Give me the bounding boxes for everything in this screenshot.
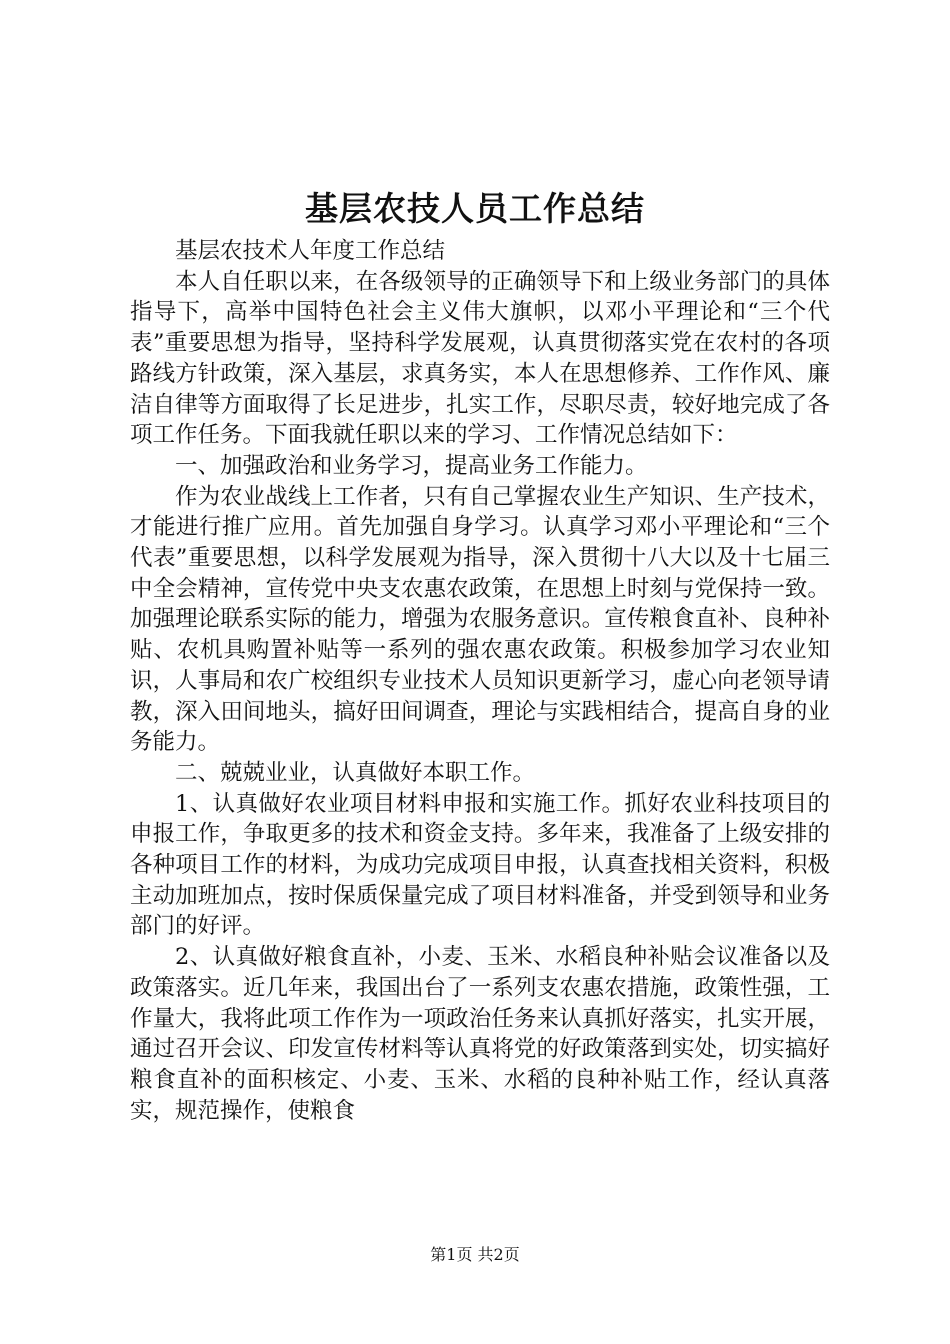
section-heading-1: 一、加强政治和业务学习，提高业务工作能力。 [175,452,648,479]
section-1-paragraph: 作为农业战线上工作者，只有自己掌握农业生产知识、生产技术，才能进行推广应用。首先加强自身学习。认真学习邓小平理论和“三个代表”重要思想，以科学发展观为指导，深入贯彻十八大以及十七届三中全会精神，宣传党中央支农惠农政策，在思想上时刻与党保持一致。加强理论联系实际的能力，增强为农服务意识。宣传粮食直补、良种补贴、农机具购置补贴等一系列的强农惠农政策。积极参加学习农业知识，人事局和农广校组织专业技术人员知识更新学习，虚心向老领导请教，深入田间地头，搞好田间调查，理论与实践相结合，提高自身的业务能力。 [130,483,830,756]
intro-paragraph: 本人自任职以来，在各级领导的正确领导下和上级业务部门的具体指导下，高举中国特色社会主义伟大旗帜，以邓小平理论和“三个代表”重要思想为指导，坚持科学发展观，认真贯彻落实党在农村的各项路线方针政策，深入基层，求真务实，本人在思想修养、工作作风、廉洁自律等方面取得了长足进步，扎实工作，尽职尽责，较好地完成了各项工作任务。下面我就任职以来的学习、工作情况总结如下： [130,268,830,449]
page-footer: 第1页 共2页 [430,1245,520,1264]
document-title: 基层农技人员工作总结 [305,189,645,228]
document-body [130,236,830,1126]
section-heading-2: 二、兢兢业业，认真做好本职工作。 [175,759,536,786]
subtitle-paragraph: 基层农技术人年度工作总结 [175,238,446,264]
item-1-paragraph: 1、认真做好农业项目材料申报和实施工作。抓好农业科技项目的申报工作，争取更多的技术和资金支持。多年来，我准备了上级安排的各种项目工作的材料，为成功完成项目申报，认真查找相关资料，积极主动加班加点，按时保质保量完成了项目材料准备，并受到领导和业务部门的好评。 [130,790,830,940]
item-2-paragraph: 2、认真做好粮食直补，小麦、玉米、水稻良种补贴会议准备以及政策落实。近几年来，我国出台了一系列支农惠农措施，政策性强，工作量大，我将此项工作作为一项政治任务来认真抓好落实，扎实开展，通过召开会议、印发宣传材料等认真将党的好政策落到实处，切实搞好粮食直补的面积核定、小麦、玉米、水稻的良种补贴工作，经认真落实，规范操作，使粮食 [130,944,830,1124]
